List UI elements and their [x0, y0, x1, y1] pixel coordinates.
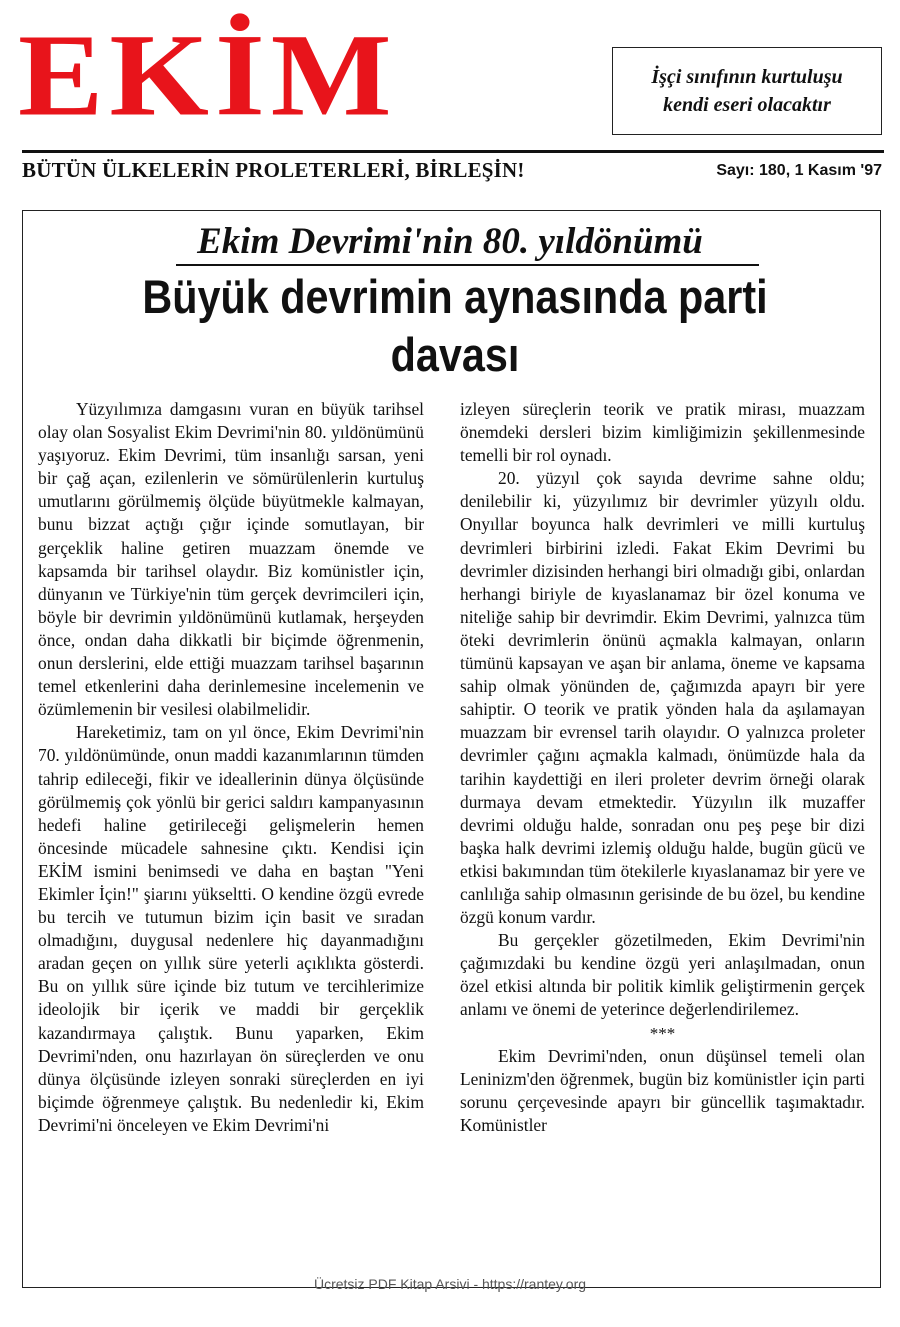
article-kicker: Ekim Devrimi'nin 80. yıldönümü [197, 221, 703, 262]
article-column-left [38, 398, 424, 1137]
motto-box [612, 47, 882, 135]
paragraph: Bu gerçekler gözetilmeden, Ekim Devrimi'nin çağımızdaki bu kendine özgü yeri anlaşılmadan, onun özel etkisi altında bir politik kimlik geliştirmenin gerçek anlamı ve önemi de yeterince değerlendirilemez. [460, 930, 865, 1020]
masthead-logo-title: EKİM [18, 9, 398, 141]
motto-line-2: kendi eseri olacaktır [663, 94, 831, 116]
motto-line-1: İşçi sınıfının kurtuluşu [651, 66, 843, 88]
article-column-right [460, 398, 865, 1137]
footer-watermark: Ücretsiz PDF Kitap Arsivi - https://rantey.org [313, 1276, 587, 1292]
paragraph: Hareketimiz, tam on yıl önce, Ekim Devrimi'nin 70. yıldönümünde, onun maddi kazanımlarının tümden tahrip edileceği, fikir ve ideallerinin dünya ölçüsünde görülmemiş çok yönlü bir gerici saldırı kampanyasının hedefi haline getirileceği gelişmelerin hemen öncesinde mücadele sahnesine çıktı. Kendisi için EKİM ismini benimsedi ve daha en baştan "Yeni Ekimler İçin!" şiarını yükseltti. O kendine özgü evrede bu tercih ve tutumun bizim için basit ve sıradan olmadığını, duygusal nedenlere hiç dayanmadığını aradan geçen on yıllık süre yeterli açıklıkta gösterdi. Bu on yıllık süre içinde biz tutum ve tercihlerimize ideolojik bir içerik ve maddi bir gerçeklik kazandırmaya çalıştık. Bunu yaparken, Ekim Devrimi'nden, onu hazırlayan ön süreçlerden ve onu dünya ölçüsünde izleyen sonraki süreçlerden en iyi biçimde öğrenmeye çalıştık. Bu nedenledir ki, Ekim Devrimi'ni önceleyen ve Ekim Devrimi'ni [38, 722, 424, 1135]
masthead-divider [22, 150, 884, 153]
issue-info: Sayı: 180, 1 Kasım '97 [716, 162, 882, 179]
section-separator: *** [649, 1023, 676, 1043]
paragraph: Ekim Devrimi'nden, onun düşünsel temeli olan Leninizm'den öğrenmek, bugün biz komünistler için parti sorunu çerçevesinde apayrı bir güncellik taşımaktadır. Komünistler [460, 1045, 865, 1135]
article-headline: Büyük devrimin aynasında parti davası [142, 270, 768, 381]
masthead-slogan: BÜTÜN ÜLKELERİN PROLETERLERİ, BİRLEŞİN! [22, 158, 525, 182]
kicker-underline [176, 264, 759, 266]
paragraph: 20. yüzyıl çok sayıda devrime sahne oldu; denilebilir ki, yüzyılımız bir devrimler yüzyılı oldu. Onyıllar boyunca halk devrimleri ve milli kurtuluş devrimleri birbirini izledi. Fakat Ekim Devrimi bu devrimler dizisinden herhangi biri olmadığı gibi, onlardan herhangi biriyle de kıyaslanamaz bir özel konuma ve niteliğe sahip bir devrimdir. Ekim Devrimi, yalnızca tüm öteki devrimlerin önünü açmakla kalmayan, onların tümünü kapsayan ve aşan bir anlama, öneme ve kapsama sahip olmak yönünden de, çağımızda apayrı bir yere sahiptir. O teorik ve pratik yönden hala da aşılamayan muazzam bir evrensel tarih olayıdır. O yalnızca proleter devrimler çağını açmakla kalmadı, önümüzde hala da tarihin kaydettiği en ileri proleter devrim örneği olarak durmaya devam etmektedir. Yüzyılın ilk muzaffer devrimi olduğu halde, sonradan onu peş peşe bir dizi başka halk devrimi izlemiş olduğu halde, bugün gücü ve etkisi bakımından tüm ötekilerle kıyaslanamaz bir yere ve canlılığa sahip olmasının gerisinde de bu özel, bu kendine özgü konum vardır. [460, 468, 865, 928]
paragraph: izleyen süreçlerin teorik ve pratik mirası, muazzam önemdeki dersleri bizim kimliğimizin şekillenmesinde temelli bir rol oynadı. [460, 399, 865, 466]
paragraph: Yüzyılımıza damgasını vuran en büyük tarihsel olay olan Sosyalist Ekim Devrimi'nin 80. yıldönümünü yaşıyoruz. Ekim Devrimi, tüm insanlığı sarsan, yeni bir çağ açan, ezilenlerin ve sömürülenlerin kurtuluş umutlarını görülmemiş ölçüde büyütmekle kalmayan, bunu bizzat açtığı çığır içinde somutlayan, bir gerçeklik haline getiren muazzam önemde ve kapsamda bir tarihsel olaydır. Biz komünistler için, dünyanın ve Türkiye'nin tüm gerçek devrimcileri için, böyle bir devrimin yıldönümünü kutlamak, herşeyden önce, ondan daha dikkatli bir biçimde öğrenmenin, onun derslerini, elde ettiği muazzam tarihsel başarının temel etkenlerini daha derinlemesine incelemenin ve özümlemenin bir vesilesi olabilmelidir. [38, 399, 424, 720]
